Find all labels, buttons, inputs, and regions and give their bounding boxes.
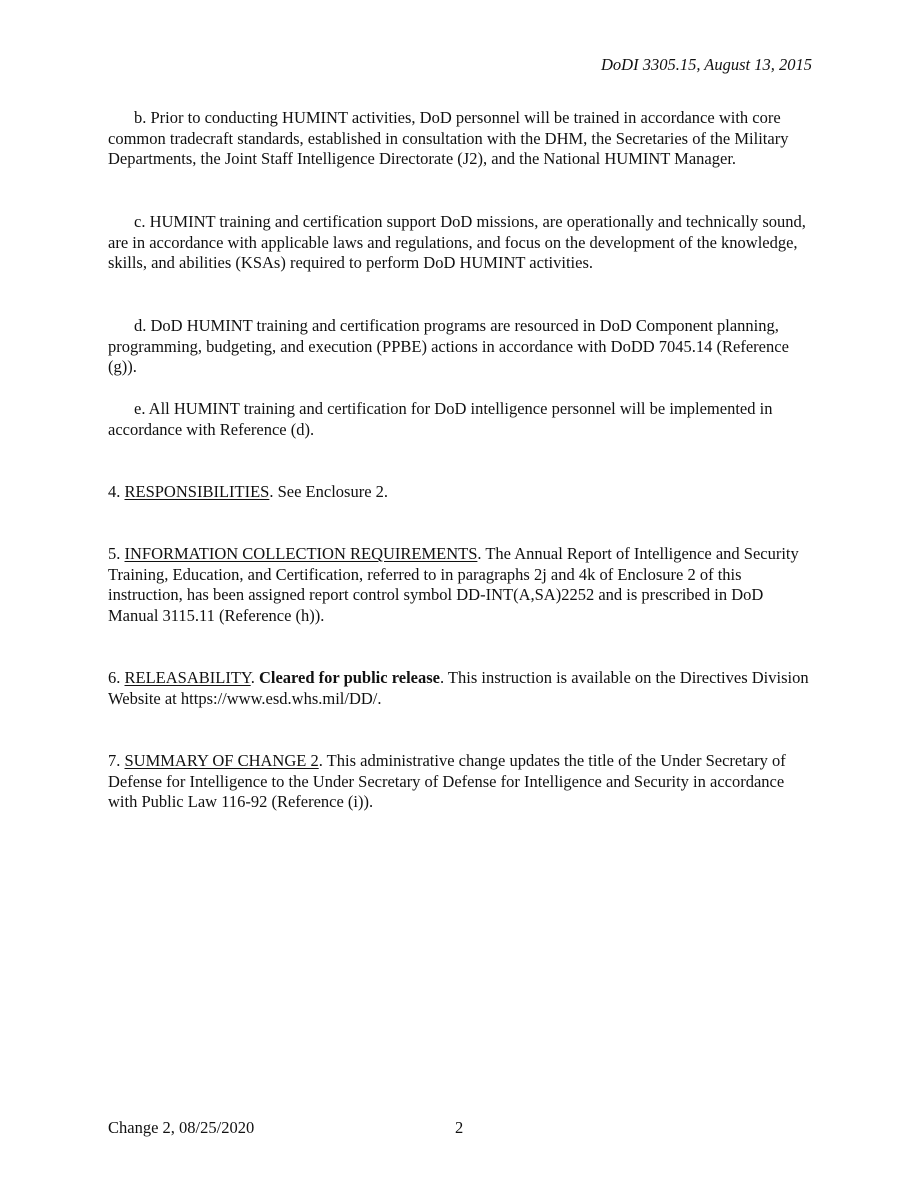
footer-page-number: 2 [455,1118,464,1137]
section-4-number: 4. [108,482,125,501]
section-7-text: . This administrative change updates the title of the Under Secretary of Defense for Intelligence to the Under Secretary of Defense for Intelligence and Security in accordance with Public Law 116-92 (Reference (i)). [108,751,786,812]
footer-change: Change 2, 08/25/2020 [108,1118,255,1137]
section-7-number: 7. [108,751,125,770]
paragraph-c: c. HUMINT training and certification support DoD missions, are operationally and technically sound, are in accordance with applicable laws and regulations, and focus on the development of the knowledge, skills, and abilities (KSAs) required to perform DoD HUMINT activities. [108,212,806,273]
section-6-heading: RELEASABILITY [124,668,251,687]
section-6-text: . This instruction is available on the Directives Division Website at https://www.esd.whs.mil/DD/. [108,668,809,708]
section-6 [108,668,816,709]
page-header: DoDI 3305.15, August 13, 2015 [601,55,812,74]
section-7-heading: SUMMARY OF CHANGE 2 [124,751,319,770]
paragraph-b: b. Prior to conducting HUMINT activities, DoD personnel will be trained in accordance with core common tradecraft standards, established in consultation with the DHM, the Secretaries of the Military Departments, the Joint Staff Intelligence Directorate (J2), and the National HUMINT Manager. [108,108,789,169]
section-5-number: 5. [108,544,125,563]
section-6-bold: Cleared for public release [258,668,440,687]
section-4-text: . See Enclosure 2. [269,482,389,501]
paragraph-e: e. All HUMINT training and certification for DoD intelligence personnel will be implemented in accordance with Reference (d). [108,399,773,439]
section-6-number: 6. [108,668,125,687]
section-6-sep: . [250,668,259,687]
section-4-heading: RESPONSIBILITIES [124,482,270,501]
paragraph-d: d. DoD HUMINT training and certification programs are resourced in DoD Component planning, programming, budgeting, and execution (PPBE) actions in accordance with DoDD 7045.14 (Reference (g)). [108,316,789,377]
section-5-heading: INFORMATION COLLECTION REQUIREMENTS [124,544,478,563]
section-5 [108,544,816,627]
section-5-text: . The Annual Report of Intelligence and Security Training, Education, and Certification, referred to in paragraphs 2j and 4k of Enclosure 2 of this instruction, has been assigned report control symbol DD-INT(A,SA)2252 and is prescribed in DoD Manual 3115.11 (Reference (h)). [108,544,799,626]
section-7 [108,751,816,813]
section-4 [108,482,816,503]
